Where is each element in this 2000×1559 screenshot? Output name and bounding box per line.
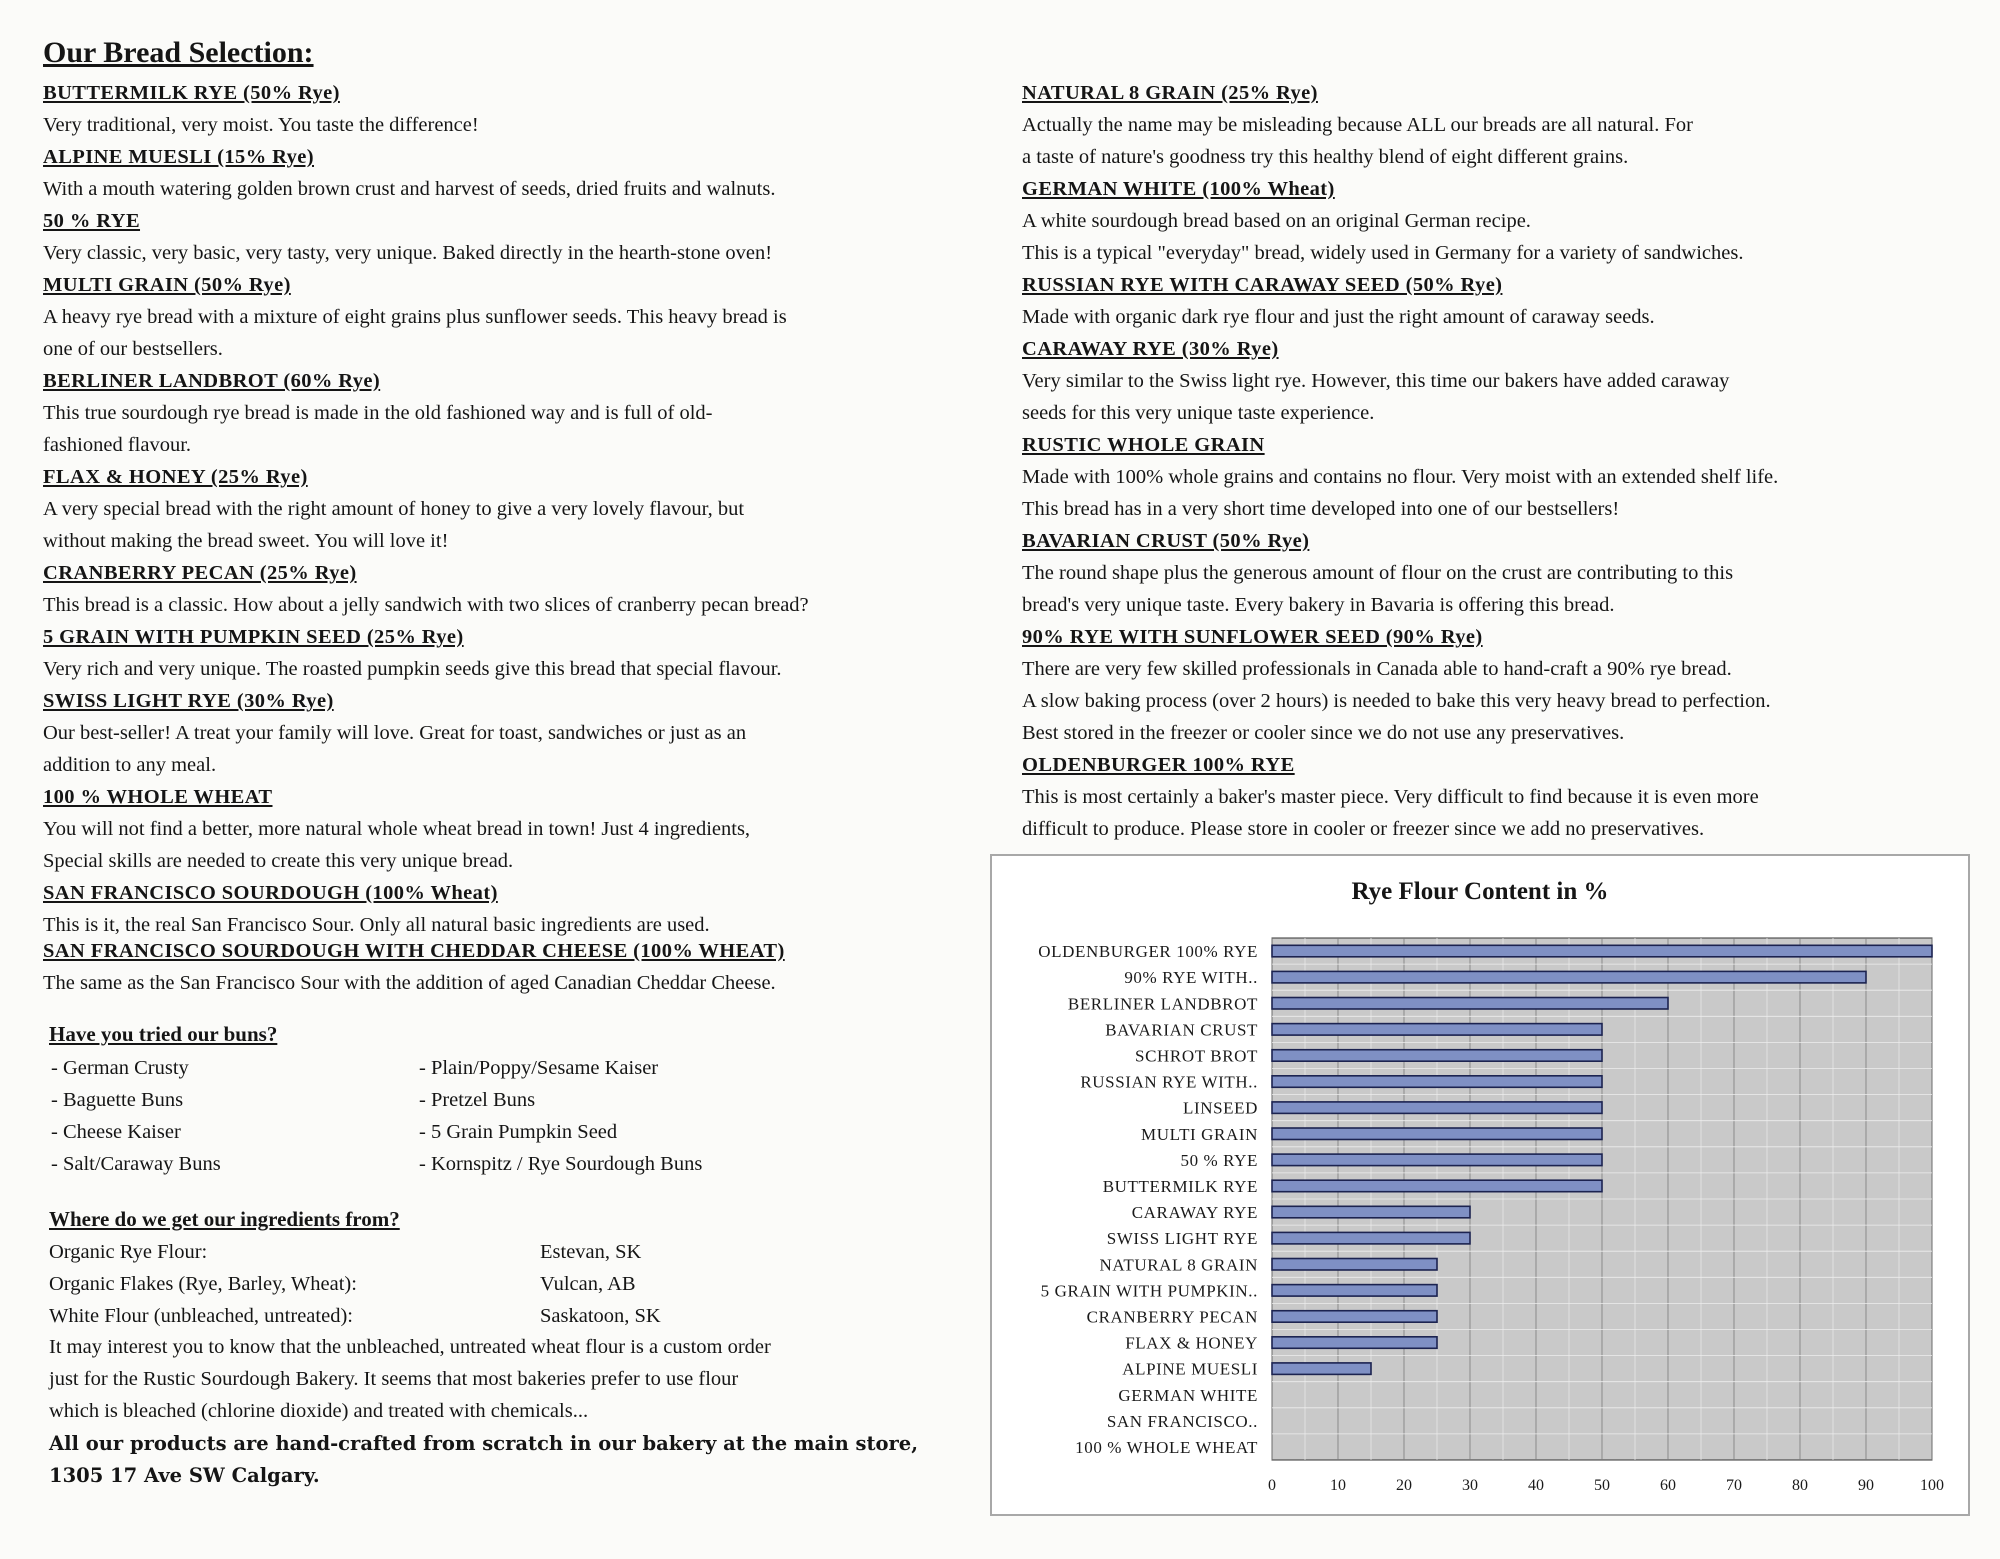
bread-entry — [1022, 269, 1972, 333]
bread-description-line: This bread has in a very short time developed into one of our bestsellers! — [1022, 498, 1620, 520]
bread-description-line: You will not find a better, more natural whole wheat bread in town! Just 4 ingredients, — [43, 818, 751, 840]
bread-entry — [43, 461, 993, 557]
bread-entry — [1022, 333, 1972, 429]
category-label: BERLINER LANDBROT — [1067, 994, 1258, 1014]
ingredients-paragraph-line: just for the Rustic Sourdough Bakery. It seems that most bakeries prefer to use flour — [49, 1368, 739, 1390]
bread-entry — [1022, 749, 1972, 845]
bread-name: SWISS LIGHT RYE (30% Rye) — [43, 690, 334, 712]
category-label: 5 GRAIN WITH PUMPKIN.. — [1040, 1281, 1258, 1301]
bread-description-line: a taste of nature's goodness try this healthy blend of eight different grains. — [1022, 146, 1629, 168]
buns-title: Have you tried our buns? — [49, 1022, 278, 1046]
bar — [1272, 1232, 1470, 1243]
bread-description-line: seeds for this very unique taste experience. — [1022, 402, 1375, 424]
category-label: LINSEED — [1182, 1098, 1258, 1118]
bun-item: - Kornspitz / Rye Sourdough Buns — [419, 1153, 703, 1175]
bun-item: - German Crusty — [51, 1057, 189, 1079]
bar — [1272, 971, 1866, 982]
ingredient-label: White Flour (unbleached, untreated): — [49, 1305, 353, 1327]
bread-description-line: Best stored in the freezer or cooler since we do not use any preservatives. — [1022, 722, 1625, 744]
ingredients-title: Where do we get our ingredients from? — [49, 1207, 400, 1231]
bread-name: GERMAN WHITE (100% Wheat) — [1022, 178, 1335, 200]
page-title: Our Bread Selection: — [43, 36, 314, 69]
bread-name: MULTI GRAIN (50% Rye) — [43, 274, 291, 296]
bread-description-line: Very classic, very basic, very tasty, very unique. Baked directly in the hearth-stone oven! — [43, 242, 773, 264]
bread-description-line: Made with organic dark rye flour and just the right amount of caraway seeds. — [1022, 306, 1655, 328]
bread-entry — [1022, 429, 1972, 525]
bread-description-line: This is a typical "everyday" bread, widely used in Germany for a variety of sandwiches. — [1022, 242, 1744, 264]
chart-canvas — [992, 856, 1968, 1514]
bread-description-line: There are very few skilled professionals in Canada able to hand-craft a 90% rye bread. — [1022, 658, 1732, 680]
category-label: GERMAN WHITE — [1118, 1385, 1258, 1405]
x-tick-label: 10 — [1330, 1477, 1346, 1494]
x-tick-label: 40 — [1528, 1477, 1544, 1494]
bread-name: BERLINER LANDBROT (60% Rye) — [43, 370, 381, 392]
bread-entry — [43, 877, 993, 941]
bread-description-line: Special skills are needed to create this very unique bread. — [43, 850, 514, 872]
bread-name: BUTTERMILK RYE (50% Rye) — [43, 82, 340, 104]
bread-name: ALPINE MUESLI (15% Rye) — [43, 146, 314, 168]
closing-statement — [49, 1428, 918, 1492]
bread-name: RUSSIAN RYE WITH CARAWAY SEED (50% Rye) — [1022, 274, 1503, 296]
bar — [1272, 1180, 1602, 1191]
ingredient-origin: Estevan, SK — [540, 1241, 642, 1263]
ingredients-paragraph-line: which is bleached (chlorine dioxide) and treated with chemicals... — [49, 1400, 589, 1422]
bread-name: 90% RYE WITH SUNFLOWER SEED (90% Rye) — [1022, 626, 1483, 648]
category-label: SCHROT BROT — [1135, 1046, 1258, 1066]
bread-description-line: bread's very unique taste. Every bakery in Bavaria is offering this bread. — [1022, 594, 1615, 616]
bar — [1272, 1363, 1371, 1374]
bread-name: CARAWAY RYE (30% Rye) — [1022, 338, 1279, 360]
bread-description-line: The round shape plus the generous amount of flour on the crust are contributing to this — [1022, 562, 1734, 584]
x-tick-label: 80 — [1792, 1477, 1808, 1494]
bread-entry — [43, 557, 993, 621]
bread-description-line: without making the bread sweet. You will love it! — [43, 530, 449, 552]
x-tick-label: 30 — [1462, 1477, 1478, 1494]
bread-name: FLAX & HONEY (25% Rye) — [43, 466, 308, 488]
bar — [1272, 1206, 1470, 1217]
bun-item: - Cheese Kaiser — [51, 1121, 181, 1143]
bar — [1272, 1102, 1602, 1113]
category-label: SAN FRANCISCO.. — [1106, 1411, 1258, 1431]
bread-entry — [1022, 77, 1972, 173]
category-label: CRANBERRY PECAN — [1086, 1307, 1258, 1327]
bun-item: - Salt/Caraway Buns — [51, 1153, 221, 1175]
bread-entry — [1022, 525, 1972, 621]
bread-name: 5 GRAIN WITH PUMPKIN SEED (25% Rye) — [43, 626, 464, 648]
category-label: RUSSIAN RYE WITH.. — [1080, 1072, 1258, 1092]
category-label: FLAX & HONEY — [1125, 1333, 1258, 1353]
bread-entry — [1022, 621, 1972, 749]
bun-item: - Plain/Poppy/Sesame Kaiser — [419, 1057, 659, 1079]
bar — [1272, 1024, 1602, 1035]
bread-description-line: difficult to produce. Please store in cooler or freezer since we add no preservatives. — [1022, 818, 1705, 840]
category-label: ALPINE MUESLI — [1122, 1359, 1258, 1379]
bread-description-line: With a mouth watering golden brown crust and harvest of seeds, dried fruits and walnuts. — [43, 178, 776, 200]
bar — [1272, 1259, 1437, 1270]
bar — [1272, 945, 1932, 956]
bread-description-line: A slow baking process (over 2 hours) is needed to bake this very heavy bread to perfection. — [1022, 690, 1771, 712]
rye-content-chart — [990, 854, 1970, 1516]
bread-name: SAN FRANCISCO SOURDOUGH (100% Wheat) — [43, 882, 498, 904]
category-label: BAVARIAN CRUST — [1105, 1020, 1258, 1040]
bread-entry — [43, 621, 993, 685]
bread-description-line: Made with 100% whole grains and contains no flour. Very moist with an extended shelf life. — [1022, 466, 1779, 488]
bread-description-line: This is most certainly a baker's master piece. Very difficult to find because it is even more — [1022, 786, 1759, 808]
bread-description-line: This is it, the real San Francisco Sour. Only all natural basic ingredients are used. — [43, 914, 710, 936]
ingredient-origin: Vulcan, AB — [540, 1273, 636, 1295]
bun-item: - Pretzel Buns — [419, 1089, 536, 1111]
bar — [1272, 1076, 1602, 1087]
bar — [1272, 1285, 1437, 1296]
bread-name: SAN FRANCISCO SOURDOUGH WITH CHEDDAR CHEESE (100% WHEAT) — [43, 940, 785, 962]
category-label: 50 % RYE — [1180, 1150, 1258, 1170]
ingredient-label: Organic Flakes (Rye, Barley, Wheat): — [49, 1273, 357, 1295]
x-tick-label: 70 — [1726, 1477, 1742, 1494]
bread-entry — [43, 365, 993, 461]
bread-name: RUSTIC WHOLE GRAIN — [1022, 434, 1265, 456]
x-tick-label: 90 — [1858, 1477, 1874, 1494]
category-label: BUTTERMILK RYE — [1102, 1176, 1258, 1196]
closing-line: 1305 17 Ave SW Calgary. — [49, 1464, 320, 1487]
category-label: 100 % WHOLE WHEAT — [1075, 1437, 1258, 1457]
bread-entry — [43, 269, 993, 365]
category-label: 90% RYE WITH.. — [1124, 968, 1258, 988]
bread-description-line: Actually the name may be misleading because ALL our breads are all natural. For — [1022, 114, 1693, 136]
bread-name: NATURAL 8 GRAIN (25% Rye) — [1022, 82, 1318, 104]
ingredients-paragraph-line: It may interest you to know that the unbleached, untreated wheat flour is a custom order — [49, 1336, 771, 1358]
bar — [1272, 1154, 1602, 1165]
category-label: CARAWAY RYE — [1131, 1203, 1258, 1223]
x-tick-label: 50 — [1594, 1477, 1610, 1494]
bread-description-line: addition to any meal. — [43, 754, 217, 776]
bar — [1272, 1128, 1602, 1139]
bread-description-line: Our best-seller! A treat your family will love. Great for toast, sandwiches or just as an — [43, 722, 747, 744]
bread-name: CRANBERRY PECAN (25% Rye) — [43, 562, 357, 584]
bread-description-line: Very rich and very unique. The roasted pumpkin seeds give this bread that special flavour. — [43, 658, 782, 680]
ingredient-origin: Saskatoon, SK — [540, 1305, 661, 1327]
bread-description-line: one of our bestsellers. — [43, 338, 223, 360]
bread-name: BAVARIAN CRUST (50% Rye) — [1022, 530, 1310, 552]
bread-entry — [43, 935, 993, 999]
bread-entry — [1022, 173, 1972, 269]
ingredients-paragraph — [49, 1331, 949, 1427]
bread-description-line: The same as the San Francisco Sour with the addition of aged Canadian Cheddar Cheese. — [43, 972, 776, 994]
bread-entry — [43, 141, 993, 205]
bread-entry — [43, 77, 993, 141]
bread-description-line: A very special bread with the right amount of honey to give a very lovely flavour, but — [43, 498, 745, 520]
bread-description-line: This bread is a classic. How about a jelly sandwich with two slices of cranberry pecan bread? — [43, 594, 809, 616]
bread-description-line: Very traditional, very moist. You taste the difference! — [43, 114, 479, 136]
bread-name: 50 % RYE — [43, 210, 141, 232]
bread-description-line: fashioned flavour. — [43, 434, 192, 456]
bread-entry — [43, 685, 993, 781]
bread-description-line: A white sourdough bread based on an original German recipe. — [1022, 210, 1531, 232]
bar — [1272, 1337, 1437, 1348]
bread-entry — [43, 205, 993, 269]
bread-name: 100 % WHOLE WHEAT — [43, 786, 273, 808]
bar — [1272, 1311, 1437, 1322]
bread-entry — [43, 781, 993, 877]
category-label: SWISS LIGHT RYE — [1106, 1229, 1258, 1249]
category-label: NATURAL 8 GRAIN — [1099, 1255, 1258, 1275]
x-tick-label: 100 — [1920, 1477, 1944, 1494]
category-label: OLDENBURGER 100% RYE — [1038, 942, 1258, 962]
x-tick-label: 0 — [1268, 1477, 1276, 1494]
x-tick-label: 60 — [1660, 1477, 1676, 1494]
bun-item: - 5 Grain Pumpkin Seed — [419, 1121, 618, 1143]
bread-description-line: Very similar to the Swiss light rye. However, this time our bakers have added caraway — [1022, 370, 1730, 392]
bar — [1272, 1050, 1602, 1061]
bar — [1272, 998, 1668, 1009]
bread-description-line: This true sourdough rye bread is made in the old fashioned way and is full of old- — [43, 402, 713, 424]
category-label: MULTI GRAIN — [1141, 1124, 1258, 1144]
bread-description-line: A heavy rye bread with a mixture of eight grains plus sunflower seeds. This heavy bread is — [43, 306, 787, 328]
bread-name: OLDENBURGER 100% RYE — [1022, 754, 1295, 776]
x-tick-label: 20 — [1396, 1477, 1412, 1494]
closing-line: All our products are hand-crafted from scratch in our bakery at the main store, — [49, 1432, 918, 1455]
chart-title: Rye Flour Content in % — [1351, 878, 1609, 905]
bun-item: - Baguette Buns — [51, 1089, 184, 1111]
ingredient-label: Organic Rye Flour: — [49, 1241, 208, 1263]
